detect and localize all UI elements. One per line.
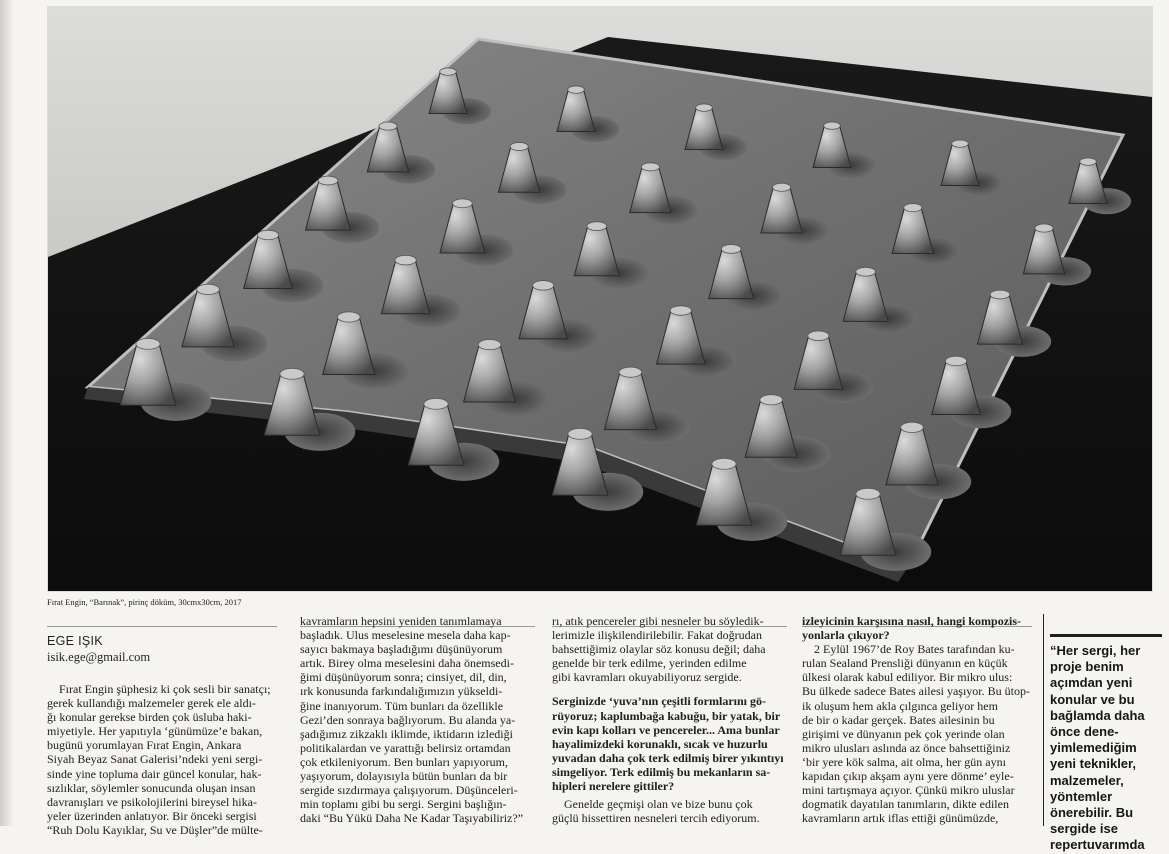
tray-peak-top <box>721 245 741 254</box>
text-line: çok etkileniyorum. Ben bunları yapıyorum, <box>300 754 508 769</box>
pull-quote-line: yimlemediğim <box>1050 740 1137 756</box>
tray-peak-top <box>257 230 278 240</box>
text-line: ğı konular gerekse birden çok üsluba haki- <box>47 710 252 725</box>
tray-peak-top <box>1080 158 1097 165</box>
text-line: sızlıklar, söylemler sonucunda oluşan insan <box>47 780 256 795</box>
pull-quote-line: “Her sergi, her <box>1050 643 1141 658</box>
text-line: rulan Sealand Prensliği dünyanın en küçük <box>802 656 1008 671</box>
tray-peak-top <box>945 356 966 366</box>
text-line: daki “Bu Yükü Daha Ne Kadar Taşıyabiliriz?” <box>300 811 524 826</box>
text-line: yonlarla çıkıyor? <box>802 628 890 643</box>
paragraph-gap <box>552 684 787 694</box>
text-line: ğimi düşünüyorum sonra; cinsiyet, dil, din, <box>300 670 507 685</box>
pullquote-divider <box>1043 614 1044 826</box>
text-line: Gezi’den sonraya bağlıyorum. Bu alanda ya- <box>300 712 516 727</box>
tray-peak-top <box>424 398 448 409</box>
tray-peak-top <box>337 312 360 322</box>
tray-peak-top <box>453 199 473 208</box>
tray-peak-top <box>696 104 713 111</box>
tray-peak-top <box>478 339 501 349</box>
text-line: Genelde geçmişi olan ve bize bunu çok <box>564 797 753 812</box>
text-line: politikalardan ve yarattığı belirsiz ortamdan <box>300 740 511 755</box>
text-line: yeler üzerinden anlatıyor. Bir önceki sergisi <box>47 808 257 823</box>
photo-caption: Fırat Engin, “Barınak”, pirinç döküm, 30cmx30cm, 2017 <box>47 597 242 607</box>
author-name: EGE IŞIK <box>47 634 103 648</box>
text-line: izleyicinin karşısına nasıl, hangi kompozis- <box>802 614 1022 628</box>
text-line: ik oluşum hem akla çılgınca geliyor hem <box>802 698 998 713</box>
text-line: bugünü yorumlayan Fırat Engin, Ankara <box>47 738 242 753</box>
tray-peak-top <box>670 306 691 316</box>
pull-quote-line: önerebilir. Bu <box>1050 805 1134 821</box>
egg-tray-illustration <box>48 7 1152 591</box>
tray-peak-top <box>568 428 592 439</box>
tray-peak-top <box>856 488 880 499</box>
text-line: dogmatik dayatılan tanımların, dikte edilen <box>802 797 1009 812</box>
tray-peak-top <box>1035 224 1053 232</box>
tray-peak-top <box>641 163 659 171</box>
text-line: ‘bir yere kök salma, ait olma, her gün aynı <box>802 754 1006 769</box>
text-line: “Ruh Dolu Kayıklar, Su ve Düşler”de mülte- <box>47 822 263 837</box>
pull-quote-line: repertuvarımda <box>1050 837 1145 853</box>
page-edge-shadow <box>0 0 14 826</box>
tray-peak-top <box>773 183 791 191</box>
text-line: de bir o kadar gerçek. Bates ailesinin bu <box>802 712 995 727</box>
text-line: simgeliyor. Terk edilmiş bu mekanların sa- <box>552 764 771 779</box>
tray-peak-top <box>533 281 554 291</box>
tray-peak-top <box>197 284 220 294</box>
text-line: genelde bir terk edilme, yerinden edilme <box>552 656 747 671</box>
pull-quote-line: önce dene- <box>1050 724 1119 740</box>
tray-peak-top <box>510 142 528 150</box>
tray-peak-top <box>136 338 160 349</box>
tray-peak-top <box>568 86 585 93</box>
text-line: ırk konusunda farkındalığımızın yükseldi- <box>300 684 503 699</box>
tray-peak-top <box>856 267 876 276</box>
text-line: başladık. Ulus meselesine mesela daha kap- <box>300 628 511 643</box>
pull-quote-line: sergide ise <box>1050 821 1118 837</box>
text-line: hipleri nerelere gittiler? <box>552 779 675 794</box>
article-column-3 <box>552 614 787 826</box>
text-line: mini tartışmaya açıyor. Çünkü mikro uluslar <box>802 783 1015 798</box>
text-line: güçlü hissettiren nesneleri tercih ediyorum. <box>552 811 760 826</box>
text-line: min toplamı gibi bu sergi. Sergini başlığın- <box>300 797 507 812</box>
text-line: rüyoruz; kaplumbağa kabuğu, bir yatak, bir <box>552 708 781 723</box>
tray-peak-top <box>901 422 924 432</box>
text-line: sinde yine topluma dair güncel konular, hak- <box>47 766 262 781</box>
text-line: 2 Eylül 1967’de Roy Bates tarafından ku- <box>814 642 1015 657</box>
text-line: davranışları ve psikolojilerini bireysel hika- <box>47 794 257 809</box>
pull-quote <box>1050 634 1162 853</box>
text-line: artık. Birey olma meselesini daha önemsedi- <box>300 656 514 671</box>
text-line: mikro ulusları aslında az önce bahsettiğiniz <box>802 740 1011 755</box>
text-line: Siyah Beyaz Sanat Galerisi’ndeki yeni sergi- <box>47 752 263 767</box>
tray-peak-top <box>379 122 397 130</box>
author-email[interactable]: isik.ege@gmail.com <box>47 650 151 664</box>
tray-peak-top <box>280 368 304 379</box>
pull-quote-line: yöntemler <box>1050 788 1113 804</box>
text-line: bahsettiğimiz olaylar söz konusu değil; daha <box>552 642 766 657</box>
pull-quote-line: açımdan yeni <box>1050 675 1133 691</box>
article-column-2 <box>300 614 535 826</box>
column-rule <box>47 626 277 627</box>
text-line: Fırat Engin şüphesiz ki çok sesli bir sanatçı; <box>59 682 271 696</box>
tray-peak-top <box>990 290 1010 299</box>
tray-peak-top <box>440 68 457 75</box>
text-line: kavramların hepsini yeniden tanımlamaya <box>300 614 502 628</box>
article-column-4 <box>802 614 1034 826</box>
tray-peak-top <box>808 331 829 341</box>
text-line: girişimi ve dünyanın pek çok yerinde olan <box>802 726 1005 741</box>
tray-peak-top <box>712 458 736 469</box>
pull-quote-line: proje benim <box>1050 659 1124 675</box>
text-line: miyetiyle. Her yapıtıyla ‘günümüze’e bakan, <box>47 724 263 739</box>
text-line: yaşıyorum, dolayısıyla bütün bunları da bir <box>300 769 508 784</box>
text-line: Serginizde ‘yuva’nın çeşitli formlarını gö- <box>552 694 766 709</box>
pull-quote-line: bağlamda daha <box>1050 707 1145 723</box>
text-line: lerimizle ilişkilendirilebilir. Fakat doğrudan <box>552 628 762 643</box>
text-line: sayıcı bakmaya başladığımı düşünüyorum <box>300 642 503 657</box>
pull-quote-line: yeni teknikler, <box>1050 756 1136 772</box>
text-line: kavramların artık iflas ettiği günümüzde, <box>802 811 999 826</box>
text-line: yuvadan daha çok terk edilmiş birer yıkıntıyı <box>552 750 784 765</box>
tray-peak-top <box>587 222 607 231</box>
tray-peak-top <box>619 367 642 377</box>
text-line: ülkesi olarak kabul ediliyor. Bir mikro ulus: <box>802 670 1013 685</box>
text-line: evin kapı kolları ve pencereler... Ama bunlar <box>552 722 780 737</box>
text-line: gibi kavramları okuyabiliyoruz sergide. <box>552 670 742 685</box>
tray-peak-top <box>824 122 841 129</box>
tray-peak-top <box>760 395 783 405</box>
pull-quote-line: malzemeler, <box>1050 772 1124 788</box>
text-line: şadığımız zikzaklı iklimde, iktidarın izlediği <box>300 726 513 741</box>
tray-peak-top <box>318 176 338 185</box>
tray-peak-top <box>904 204 922 212</box>
text-line: sergide sızdırmaya çalışıyorum. Düşünceleri- <box>300 783 518 798</box>
text-line: kapıdan çıkıp akşam aynı yere dönme’ eyle- <box>802 769 1014 784</box>
text-line: hayalimizdeki korunaklı, sıcak ve huzurlu <box>552 736 768 751</box>
pull-quote-line: konular ve bu <box>1050 691 1135 707</box>
artwork-photo <box>47 6 1153 592</box>
text-line: rı, atık pencereler gibi nesneler bu söyledik- <box>552 614 764 628</box>
tray-peak-top <box>395 255 416 265</box>
tray-peak-top <box>952 140 969 147</box>
article-column-1 <box>47 682 279 837</box>
text-line: gerek kullandığı malzemeler gerek ele aldı- <box>47 696 256 711</box>
text-line: Bu ülkede sadece Bates ailesi yaşıyor. Bu ütop- <box>802 684 1030 699</box>
text-line: ğine inanıyorum. Tüm bunları da özellikle <box>300 698 504 713</box>
